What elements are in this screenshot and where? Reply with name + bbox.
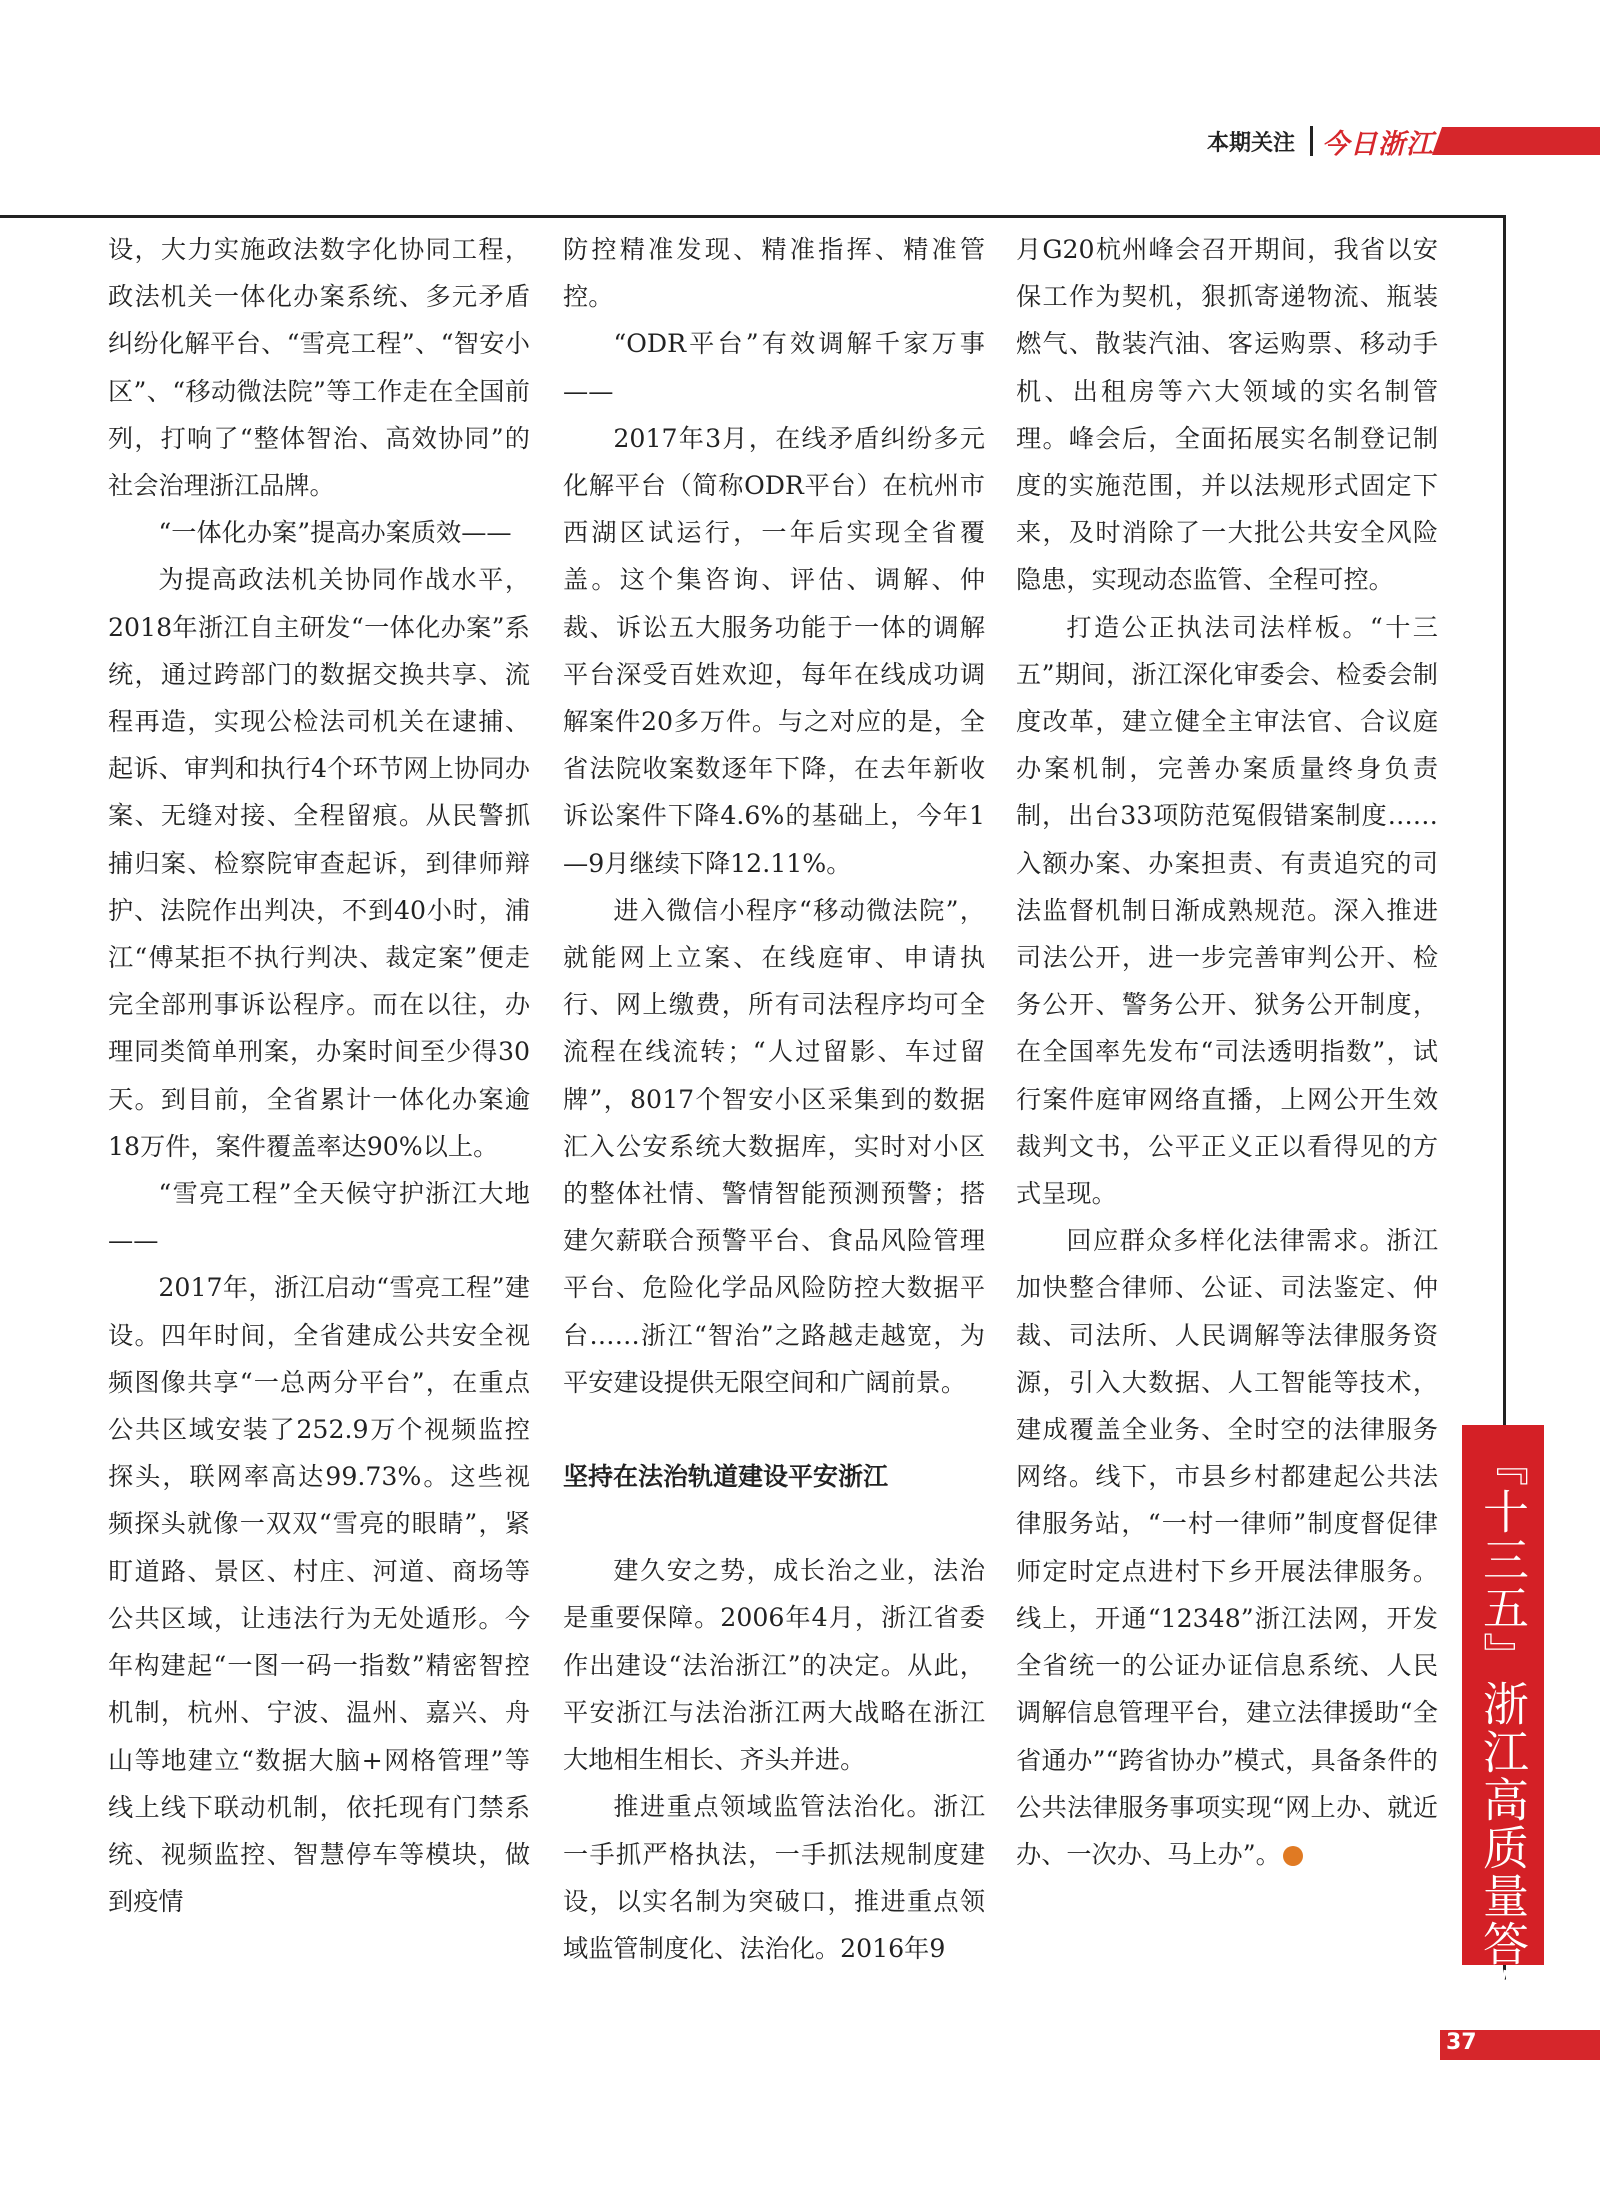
page-header [0,0,1600,200]
paragraph: 2017年，浙江启动“雪亮工程”建设。四年时间，全省建成公共安全视频图像共享“一总两分平台”，在重点公共区域安装了252.9万个视频监控探头，联网率高达99.73%。这些视频探头就像一双双“雪亮的眼睛”，紧盯道路、景区、村庄、河道、商场等公共区域，让违法行为无处遁形。今年构建起“一图一码一指数”精密智控机制，杭州、宁波、温州、嘉兴、舟山等地建立“数据大脑+网格管理”等线上线下联动机制，依托现有门禁系统、视频监控、智慧停车等模块，做到疫情 [108,1273,530,1917]
header-accent-bar [1432,127,1600,155]
paragraph: 设，大力实施政法数字化协同工程，政法机关一体化办案系统、多元矛盾纠纷化解平台、“雪亮工程”、“智安小区”、“移动微法院”等工作走在全国前列，打响了“整体智治、高效协同”的社会治理浙江品牌。 [108,235,530,501]
article-column-2 [563,226,985,1972]
paragraph: 建久安之势，成长治之业，法治是重要保障。2006年4月，浙江省委作出建设“法治浙江”的决定。从此，平安浙江与法治浙江两大战略在浙江大地相生相长、齐头并进。 [563,1556,985,1775]
section-label: 本期关注 [1207,131,1296,156]
subhead: “雪亮工程”全天候守护浙江大地—— [108,1179,530,1256]
side-banner-title: 『十三五』浙江高质量答卷 [1476,1440,1530,2016]
magazine-logo: 今日浙江 [1322,129,1434,160]
paragraph: 回应群众多样化法律需求。浙江加快整合律师、公证、司法鉴定、仲裁、司法所、人民调解等法律服务资源，引入大数据、人工智能等技术，建成覆盖全业务、全时空的法律服务网络。线下，市县乡村都建起公共法律服务站，“一村一律师”制度督促律师定时定点进村下乡开展法律服务。线上，开通“12348”浙江法网，开发全省统一的公证办证信息系统、人民调解信息管理平台，建立法律援助“全省通办”“跨省协办”模式，具备条件的公共法律服务事项实现“网上办、就近办、一次办、马上办”。 [1016,1226,1438,1869]
header-separator [1310,126,1313,156]
subhead: “ODR平台”有效调解千家万事—— [563,329,985,406]
article-column-1 [108,226,530,1925]
paragraph: 推进重点领域监管法治化。浙江一手抓严格执法，一手抓法规制度建设，以实名制为突破口，推进重点领域监管制度化、法治化。2016年9 [563,1792,985,1963]
section-heading: 坚持在法治轨道建设平安浙江 [563,1462,889,1492]
paragraph: 防控精准发现、精准指挥、精准管控。 [563,235,985,312]
paragraph-final [1016,1217,1438,1878]
page-number: 37 [1446,2030,1477,2055]
end-mark-icon [1283,1846,1303,1866]
paragraph: 为提高政法机关协同作战水平，2018年浙江自主研发“一体化办案”系统，通过跨部门的数据交换共享、流程再造，实现公检法司机关在逮捕、起诉、审判和执行4个环节网上协同办案、无缝对接、全程留痕。从民警抓捕归案、检察院审查起诉，到律师辩护、法院作出判决，不到40小时，浦江“傅某拒不执行判决、裁定案”便走完全部刑事诉讼程序。而在以往，办理同类简单刑案，办案时间至少得30天。到目前，全省累计一体化办案逾18万件，案件覆盖率达90%以上。 [108,565,530,1161]
paragraph: 进入微信小程序“移动微法院”，就能网上立案、在线庭审、申请执行、网上缴费，所有司法程序均可全流程在线流转；“人过留影、车过留牌”，8017个智安小区采集到的数据汇入公安系统大数据库，实时对小区的整体社情、警情智能预测预警；搭建欠薪联合预警平台、食品风险管理平台、危险化学品风险防控大数据平台……浙江“智治”之路越走越宽，为平安建设提供无限空间和广阔前景。 [563,895,985,1397]
paragraph: 月G20杭州峰会召开期间，我省以安保工作为契机，狠抓寄递物流、瓶装燃气、散装汽油、客运购票、移动手机、出租房等六大领域的实名制管理。峰会后，全面拓展实名制登记制度的实施范围，并以法规形式固定下来，及时消除了一大批公共安全风险隐患，实现动态监管、全程可控。 [1016,235,1438,595]
frame-top-rule [0,215,1506,218]
paragraph: 打造公正执法司法样板。“十三五”期间，浙江深化审委会、检委会制度改革，建立健全主审法官、合议庭办案机制，完善办案质量终身负责制，出台33项防范冤假错案制度……入额办案、办案担责、有责追究的司法监督机制日渐成熟规范。深入推进司法公开，进一步完善审判公开、检务公开、警务公开、狱务公开制度，在全国率先发布“司法透明指数”，试行案件庭审网络直播，上网公开生效裁判文书，公平正义正以看得见的方式呈现。 [1016,612,1438,1209]
article-column-3 [1016,226,1438,1878]
subhead: “一体化办案”提高办案质效—— [158,518,512,548]
paragraph: 2017年3月，在线矛盾纠纷多元化解平台（简称ODR平台）在杭州市西湖区试运行，一年后实现全省覆盖。这个集咨询、评估、调解、仲裁、诉讼五大服务功能于一体的调解平台深受百姓欢迎，每年在线成功调解案件20多万件。与之对应的是，全省法院收案数逐年下降，在去年新收诉讼案件下降4.6%的基础上，今年1—9月继续下降12.11%。 [563,423,985,878]
